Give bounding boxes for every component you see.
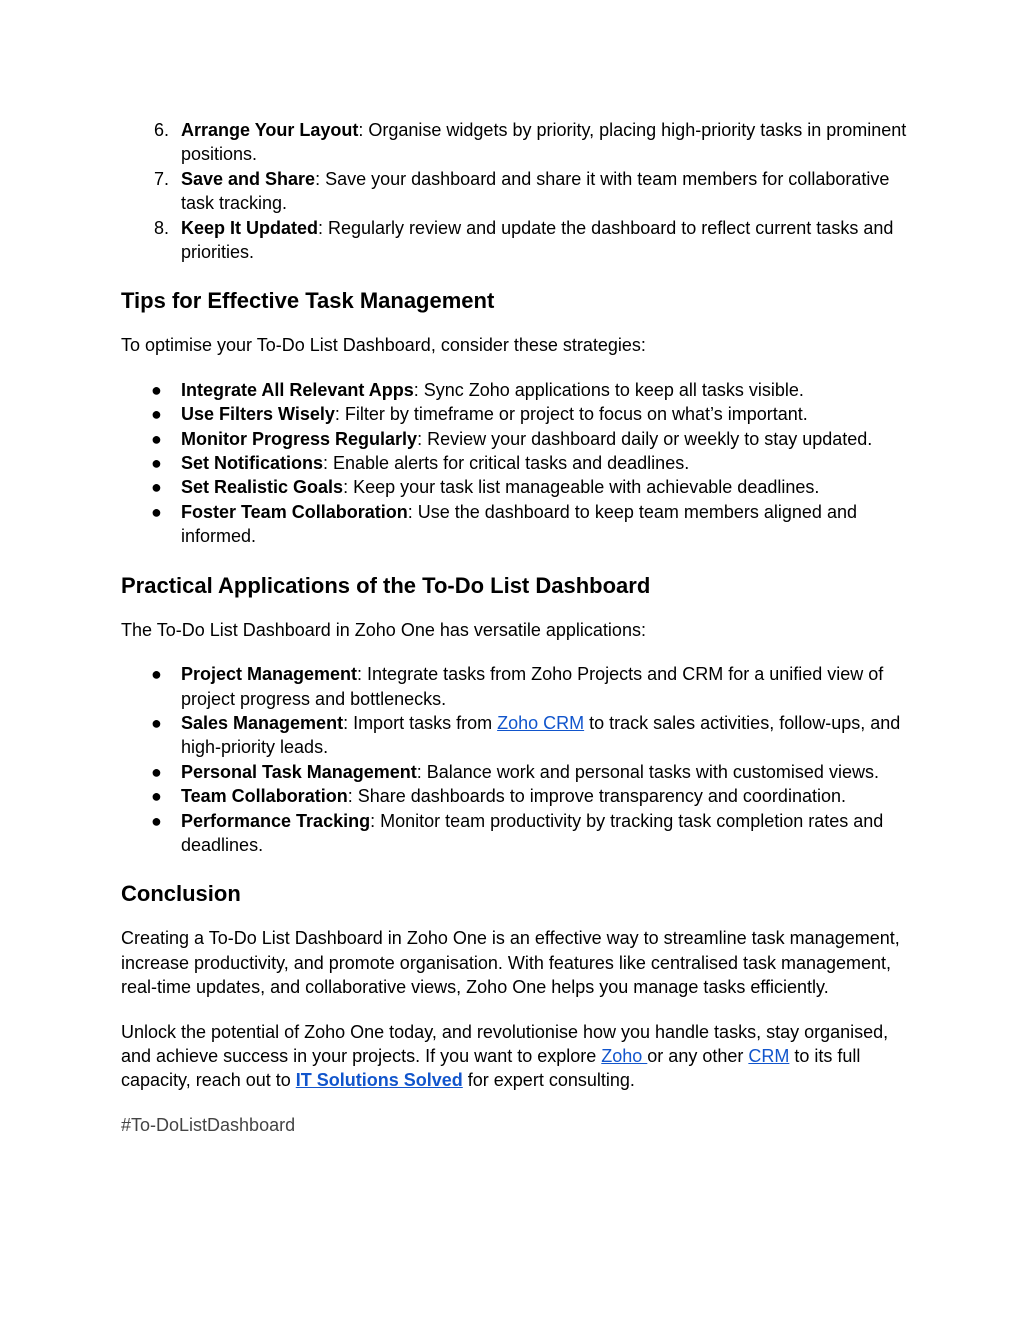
list-number: 6. <box>153 120 169 140</box>
document-page <box>121 118 911 1137</box>
item-text: to track sales activities, follow-ups, and high-priority leads. <box>181 712 901 758</box>
list-number: 8. <box>153 217 169 238</box>
list-item <box>121 809 911 858</box>
paragraph-text: or any other <box>647 1045 749 1066</box>
item-title: Sales Management <box>181 712 344 733</box>
bullet-icon: ● <box>151 379 162 400</box>
conclusion-paragraph: Creating a To-Do List Dashboard in Zoho One is an effective way to streamline task management, increase productivity, and promote organisation. With features like centralised task management, real-time updates, and collaborative views, Zoho One helps you manage tasks efficiently. <box>121 928 900 998</box>
item-text: : Filter by timeframe or project to focus on what’s important. <box>334 404 808 425</box>
list-item <box>121 711 911 760</box>
bullet-icon: ● <box>151 501 162 522</box>
list-item <box>121 760 911 784</box>
applications-intro: The To-Do List Dashboard in Zoho One has versatile applications: <box>121 619 646 640</box>
applications-heading: Practical Applications of the To-Do List Dashboard <box>121 572 651 598</box>
it-solutions-solved-link[interactable]: IT Solutions Solved <box>295 1070 463 1091</box>
item-title: Save and Share <box>181 168 316 189</box>
bullet-icon: ● <box>151 786 162 807</box>
item-title: Use Filters Wisely <box>181 404 335 425</box>
item-text: : Save your dashboard and share it with team members for collaborative task tracking. <box>181 168 890 214</box>
item-text: : Integrate tasks from Zoho Projects and CRM for a unified view of project progress and bottlenecks. <box>181 664 884 709</box>
paragraph-text: for expert consulting. <box>462 1070 635 1091</box>
item-text: : Balance work and personal tasks with customised views. <box>416 761 879 782</box>
bullet-icon: ● <box>151 810 162 831</box>
item-title: Personal Task Management <box>181 761 417 782</box>
item-text: : Keep your task list manageable with achievable deadlines. <box>343 477 820 498</box>
tips-list <box>121 378 911 549</box>
item-text: : Use the dashboard to keep team members aligned and informed. <box>181 501 857 547</box>
list-item <box>121 402 911 426</box>
item-text: : Enable alerts for critical tasks and deadlines. <box>323 453 690 474</box>
crm-link[interactable]: CRM <box>748 1045 790 1066</box>
tips-intro: To optimise your To-Do List Dashboard, consider these strategies: <box>121 335 646 356</box>
paragraph-text: to its full capacity, reach out to <box>121 1045 861 1091</box>
list-item <box>121 500 911 549</box>
item-title: Monitor Progress Regularly <box>181 428 418 449</box>
bullet-icon: ● <box>151 664 162 685</box>
list-item <box>121 118 911 167</box>
item-title: Project Management <box>181 664 358 685</box>
zoho-crm-link[interactable]: Zoho CRM <box>497 712 585 733</box>
bullet-icon: ● <box>151 453 162 474</box>
conclusion-cta-paragraph <box>121 1020 911 1093</box>
item-title: Team Collaboration <box>181 786 348 807</box>
item-text: : Review your dashboard daily or weekly to stay updated. <box>417 428 873 449</box>
list-item <box>121 475 911 499</box>
list-item <box>121 378 911 402</box>
item-text: : Import tasks from <box>343 712 498 733</box>
item-text: : Monitor team productivity by tracking task completion rates and deadlines. <box>181 810 884 855</box>
list-number: 7. <box>153 168 169 189</box>
item-title: Set Realistic Goals <box>181 477 344 498</box>
item-text: : Share dashboards to improve transparency and coordination. <box>347 786 846 807</box>
bullet-icon: ● <box>151 712 162 733</box>
hashtag: #To-DoListDashboard <box>121 1114 296 1135</box>
item-title: Arrange Your Layout <box>181 120 359 140</box>
list-item <box>121 216 911 265</box>
applications-list <box>121 662 911 857</box>
bullet-icon: ● <box>151 761 162 782</box>
item-title: Performance Tracking <box>181 810 371 831</box>
bullet-icon: ● <box>151 404 162 425</box>
paragraph-text: Unlock the potential of Zoho One today, and revolutionise how you handle tasks, stay organised, and achieve success in your projects. If you want to explore <box>121 1021 889 1066</box>
list-item <box>121 167 911 216</box>
list-item <box>121 427 911 451</box>
numbered-list <box>121 118 911 264</box>
item-title: Foster Team Collaboration <box>181 501 408 522</box>
zoho-link[interactable]: Zoho <box>601 1045 648 1066</box>
list-item <box>121 662 911 711</box>
item-text: : Sync Zoho applications to keep all tasks visible. <box>413 379 804 400</box>
item-title: Keep It Updated <box>181 217 319 238</box>
item-text: : Organise widgets by priority, placing high-priority tasks in prominent positions. <box>181 120 907 165</box>
bullet-icon: ● <box>151 428 162 449</box>
item-text: : Regularly review and update the dashboard to reflect current tasks and priorities. <box>181 217 894 263</box>
tips-heading: Tips for Effective Task Management <box>121 288 495 314</box>
item-title: Integrate All Relevant Apps <box>181 379 414 400</box>
list-item <box>121 451 911 475</box>
conclusion-heading: Conclusion <box>121 881 241 907</box>
list-item <box>121 784 911 808</box>
item-title: Set Notifications <box>181 453 324 474</box>
bullet-icon: ● <box>151 477 162 498</box>
